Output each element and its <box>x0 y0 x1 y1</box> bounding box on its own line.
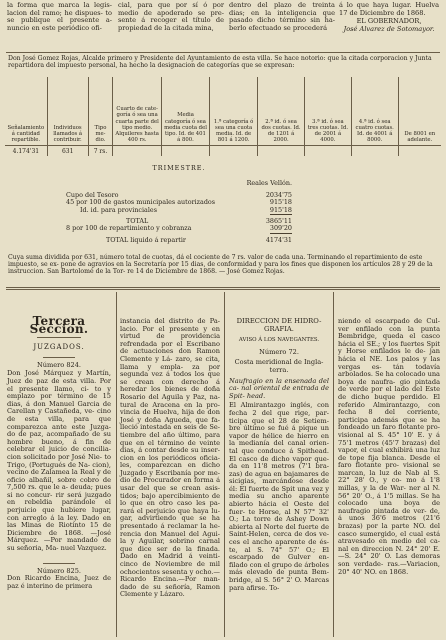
notice-number-825: Número 825. <box>36 566 82 575</box>
hydrography-title: DIRECCION DE HIDRO- GRAFIA. <box>236 317 322 333</box>
tax-header-7: 2.ª id. ó sea dos cuotas. Id. de 1201 á 2000. <box>258 77 305 145</box>
trimestre-column-label: Reales Vellón. <box>246 179 292 188</box>
section-title: Tercera Seccion. <box>29 314 89 336</box>
intro-notice: Don José Gomez Rojas, Alcalde primero y Presidente del Ayuntamiento de esta villa. Se hace notorio: que la citada corporacion y Junta repartidora del impuesto personal, ha hecho la designacion de categorías que se expresan: <box>8 55 432 70</box>
trimestre-row-value: 915'18 <box>269 198 292 207</box>
column-rule-2 <box>224 292 225 637</box>
tax-header-1: Señalamiento á cantidad repartible. <box>5 77 47 145</box>
coast-heading: Costa meridional de Ingla- terra. <box>234 358 324 374</box>
tax-value-8 <box>304 145 351 156</box>
tax-header-2: Individuos llamados á contribuir. <box>47 77 88 145</box>
top-column-1 <box>7 2 112 32</box>
tax-value-9 <box>351 145 398 156</box>
trimestre-row-value: 309'20 <box>269 224 292 233</box>
tax-value-6 <box>210 145 258 156</box>
hydrography-continuation-column <box>338 318 440 576</box>
top-column-1-text: la forma que marca la legis- lacion del ramo; he dispues- to se publique el presente a- nuncio en este periódico ofi- <box>7 1 112 32</box>
tax-value-10 <box>398 145 441 156</box>
tax-category-table <box>5 77 441 156</box>
trimestre-row-label: TOTAL liquido á repartir <box>106 235 186 244</box>
tax-header-6: 1.ª categoría ó sea una cuota media. Id. de 801 á 1200. <box>210 77 258 145</box>
trimestre-row-label: 8 por 100 de repartimiento y cobranza <box>66 224 192 233</box>
notice-number-72: Número 72. <box>259 347 299 356</box>
top-column-3-text: dentro del plazo de treinta dias; en la inteligencia que pasado dicho término sin ha- berlo efectuado se procederá <box>229 1 335 32</box>
trimestre-row-value: 4174'31 <box>265 235 292 244</box>
tax-header-3: Tipo me- dio. <box>88 77 113 145</box>
hydrography-text: El Almirantazgo inglés, con fecha 2 del que rige, par- ticipa que el 28 de Setiem- bre último se fué á pique un vapor de hélice de hierro en la medianía del canal orien- tal que conduce á Spithead. El casco de dicho vapor que- da en 11'8 metros (7'1 bra- zas) de agua en bajamares de sicigias, marcándose desde él: El fuerte de Spit una vez y media su ancho aparente abierto hácia el Oeste del fuer- te Horse, al N 57° 32' O.; La torre de Ashey Down abierta al Norte del fuerte de Saint-Helen, cerca de dos ve- ces el ancho aparente de és- te, al S. 74° 57' O.; El escarpado de Gulver en- filado con el grupo de árboles más elevado de punta Bem- bridge, al S. 56° 2' O. Marcas para afirse. To- <box>229 401 329 592</box>
tercera-seccion-column <box>7 314 111 590</box>
top-column-3 <box>229 2 335 32</box>
top-column-2 <box>118 2 224 32</box>
shipwreck-heading: Naufragio en la ensenada del ca- nal oriental de entrada de Spit- head. <box>229 376 329 400</box>
tax-header-9: 4.ª id. ó sea cuatro cuotas. Id. de 4001 á 8000. <box>351 77 398 145</box>
trimestre-row <box>66 237 292 244</box>
hydrography-column <box>229 318 329 592</box>
hydrography-continuation-text: niendo el escarpado de Cul- ver enfilado con la punta Bembridge, queda el casco hácia el SE.; y los fuertes Spit y Horse enfilados le de- jan hácia el NE. Los palos y las vergas es- tán todavía arbolados. Se ha colocado una boya de naufra- gio pintada de verde por el lado del Este de dicho buque perdido. El referido Almirantazgo, con fecha 8 del corriente, participa además que se ha fondeado un faro flotante pro- visional al S. 45° 10' E. y á 75'1 metros (45'7 brazas) del vapor, el cual exhibirá una luz de tope fija blanca. Desde el faro flotante pro- visional se marcan, la luz de Nab al S. 22° 28' O., y co- mo á 1'8 millas, y la de War- ner al N. 56° 20' O., á 1'5 millas. Se ha colocado una boya de naufragio pintada de ver- de, á unos 36'6 metros (21'6 brazas) por la parte NO. del casco sumergido, el cual está atravesado en medio del ca- nal en direccion N. 24° 20' E.—S. 24° 20' O. Las demoras son verdade- ras.—Variacion, 20° 40' NO. en 1868. <box>338 317 440 576</box>
trimestre-row-label: Id. id. para provinciales <box>80 205 157 214</box>
trimestre-row-value: 2034'75 <box>265 190 292 199</box>
divider-section <box>6 287 440 288</box>
trimestre-row <box>66 225 292 233</box>
tax-value-7 <box>258 145 305 156</box>
tax-header-5: Media categoría ó sea media cuota del tipo. Id. de 401 á 800. <box>161 77 209 145</box>
top-column-4 <box>339 2 439 33</box>
tax-header-10: De 8001 en adelante. <box>404 131 436 144</box>
trimestre-row-label: TOTAL <box>126 217 149 226</box>
juzgados-heading: JUZGADOS. <box>33 343 85 352</box>
column-rule-3 <box>333 292 334 637</box>
notice-divider <box>43 563 75 564</box>
governor-title: EL GOBERNADOR, <box>356 17 422 26</box>
trimestre-row <box>66 207 292 215</box>
trimestre-row-label: 45 por 100 de gastos municipales autorizados <box>66 198 216 207</box>
tax-header-8: 3.ª id. ó sea tres cuotas. Id. de 2001 á 4000. <box>304 77 351 145</box>
tax-value-2: 631 <box>47 145 88 156</box>
trimestre-summary <box>66 165 292 244</box>
top-column-2-text: cial, para que por sí ó por medio de apoderado se pre- sente á recoger el título de propiedad de la citada mina, <box>118 1 224 32</box>
divider-section-2 <box>6 289 440 290</box>
tax-header-4: Cuarto de cate- goría ó sea una cuarta parte del tipo medio. Alquileres hasta 400 rs. <box>113 77 162 145</box>
closing-notice: Cuya suma dividida por 631, número total de cuotas, dá el cociente de 7 rs. valor de cada una. Terminando el repartimiento de este impuesto, se ex- pone de agravios en la Secretaría por 15 dias, de conformidad y para los fines que disponen los artículos 28 y 29 de la instruccion. San Bartolomé de la Tor- re 14 de Diciembre de 1868. — José Gomez Rojas. <box>8 254 433 276</box>
inheritance-notice-column <box>120 318 220 599</box>
hydrography-subtitle: AVISO Á LOS NAVEGANTES. <box>238 337 320 344</box>
notice-number-824: Número 824. <box>36 360 82 369</box>
trimestre-row-label: Cupo del Tesoro <box>66 190 119 199</box>
top-column-4-text: á lo que haya lugar. Huelva 17 de Diciembre de 1868. <box>339 1 439 17</box>
tax-value-5 <box>161 145 209 156</box>
tax-table-header-row <box>5 77 441 145</box>
notice-825-text: Don Ricardo Encina, Juez de paz é interino de primera <box>7 574 111 590</box>
tax-table-value-row <box>5 145 441 156</box>
tax-value-4 <box>113 145 162 156</box>
notice-824-text: Don José Márquez y Martín, Juez de paz de esta villa. Por el presente llamo, ci- to y emplazo por término de 15 dias, á don Manuel Garcia de Carellan y Castañeda, ve- cino de esta villa, para que comparezca ante este Juzga- do de paz, acompañado de su hombre bueno, á fin de celebrar el juicio de concilia- cion solicitado por José Nie- to Trigo, (Portugués de Na- cion), vecino de Zalamea la Real y de oficio albañil, sobre cobro de 7,500 rs. que le a- deuda; pues si no concur- rir será juzgado en rebeldia parándole el perjuicio que hubiere lugar, con arreglo á la ley. Dado en las Minas de Riotinto 15 de Diciembre de 1868. —José Márquez. —Por mandado de su señoria, Ma- nuel Vazquez. <box>7 369 111 553</box>
juzgados-rule <box>43 357 75 358</box>
trimestre-title: TRIMESTRE. <box>152 164 206 172</box>
inheritance-notice-text: instancia del distrito de Pa- lacio. Por el presente y en virtud de providencia refrendada por el Escribano de actuaciones don Ramon Clemente y Lá- zaro, se cita, llama y empla- za por segunda vez á todos los que se crean con derecho á heredar los bienes de doña Rosario del Aguila y Paz, na- tural de Aracena en la pro- vincia de Huelva, hija de don José y doña Agueda, que fa- lleció intestada en seis de Se- tiembre del año último, para que en el término de veinte dias, á contar desde su inser- cion en los periódicos oficia- les, comparezcan en dicho Juzgado y Escribanía por me- dio de Procurador en forma á usar del que se crean asis- tidos; bajo apercibimiento de lo que en otro caso les pa- rará el perjuicio que haya lu- gar, advirtiendo que se ha presentado á reclamar la he- rencia don Manuel del Agui- la y Aguilar, sobrino carnal que dice ser de la finada. Dado en Madrid á veinti- cinco de Noviembre de mil ochocientos sesenta y ocho.— Ricardo Encina.—Por man- dado de su señoría, Ramon Clemente y Lázaro. <box>120 317 220 599</box>
tax-value-3: 7 rs. <box>88 145 113 156</box>
divider-top <box>6 52 440 53</box>
trimestre-row-value: 915'18 <box>269 205 292 214</box>
governor-name: José Alvarez de Sotomayor. <box>343 24 435 33</box>
section-title-rule <box>37 337 81 338</box>
trimestre-row-value: 3865'11 <box>265 217 292 226</box>
tax-value-1: 4.174'31 <box>5 145 47 156</box>
column-rule-1 <box>116 292 117 637</box>
